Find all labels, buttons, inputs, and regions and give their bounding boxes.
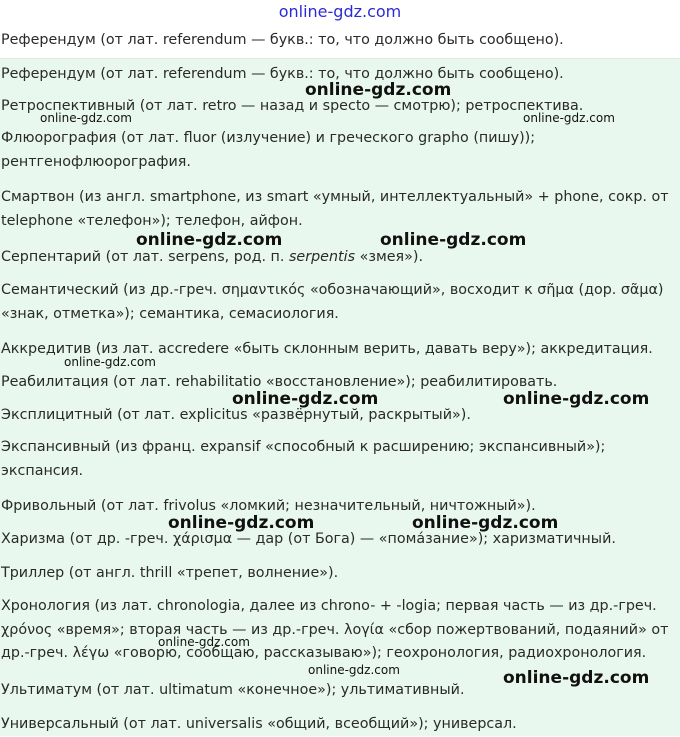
entry-thriller: Триллер (от англ. thrill «трепет, волнение»). bbox=[1, 565, 339, 581]
watermark-top: online-gdz.com bbox=[278, 2, 402, 21]
entry-retrospective: Ретроспективный (от лат. retro — назад и specto — смотрю); ретроспектива. bbox=[1, 98, 584, 114]
entry-rehabilitation: Реабилитация (от лат. rehabilitatio «восстановление»); реабилитировать. bbox=[1, 374, 558, 390]
watermark: online-gdz.com bbox=[136, 230, 283, 250]
watermark: online-gdz.com bbox=[412, 513, 559, 533]
entry-frivolous: Фривольный (от лат. frivolus «ломкий; незначительный, ничтожный»). bbox=[1, 498, 536, 514]
watermark: online-gdz.com bbox=[158, 635, 250, 649]
entry-universal: Универсальный (от лат. universalis «общий, всеобщий»); универсал. bbox=[1, 716, 517, 732]
watermark: online-gdz.com bbox=[503, 389, 650, 409]
entry-charisma: Харизма (от др. -греч. χάρισμα — дар (от Бога) — «пома́зание»); харизматичный. bbox=[1, 531, 616, 547]
watermark: online-gdz.com bbox=[168, 513, 315, 533]
entry-explicit: Эксплицитный (от лат. explicitus «развёрнутый, раскрытый»). bbox=[1, 407, 471, 423]
watermark: online-gdz.com bbox=[523, 111, 615, 125]
entry-referendum: Референдум (от лат. referendum — букв.: то, что должно быть сообщено). bbox=[1, 66, 564, 82]
watermark: online-gdz.com bbox=[64, 355, 156, 369]
watermark: online-gdz.com bbox=[232, 389, 379, 409]
entry-fluorography: Флюорография (от лат. fluor (излучение) и греческого grapho (пишу)); рентгенофлюорография. bbox=[1, 130, 536, 170]
entry-serpentarium: Серпентарий (от лат. serpens, род. п. serpentis «змея»). bbox=[1, 249, 424, 265]
entry-referendum-header: Референдум (от лат. referendum — букв.: то, что должно быть сообщено). bbox=[1, 32, 564, 48]
entry-ultimatum: Ультиматум (от лат. ultimatum «конечное»); ультимативный. bbox=[1, 682, 465, 698]
entry-expansive: Экспансивный (из франц. expansif «способный к расширению; экспансивный»); экспансия. bbox=[1, 439, 606, 479]
entry-accreditive: Аккредитив (из лат. accredere «быть склонным верить, давать веру»); аккредитация. bbox=[1, 341, 653, 357]
entry-chronology: Хронология (из лат. chronologia, далее из chrono- + -logia; первая часть — из др.-греч. χρόνος «время»; вторая часть — из др.-греч. λογία «сбор пожертвований, подаяний» от др.-греч. λέγω «говорю, сообщаю, рассказываю»); геохронология, радиохронология. bbox=[1, 598, 669, 661]
watermark: online-gdz.com bbox=[380, 230, 527, 250]
entry-semantic: Семантический (из др.-греч. σημαντικός «обозначающий», восходит к σῆμα (дор. σᾶμα) «знак, отметка»); семантика, семасиология. bbox=[1, 282, 664, 322]
watermark: online-gdz.com bbox=[308, 663, 400, 677]
watermark: online-gdz.com bbox=[305, 80, 452, 100]
entry-smartphone: Смартвон (из англ. smartphone, из smart «умный, интеллектуальный» + phone, сокр. от telephone «телефон»); телефон, айфон. bbox=[1, 189, 669, 229]
watermark: online-gdz.com bbox=[40, 111, 132, 125]
watermark: online-gdz.com bbox=[503, 668, 650, 688]
